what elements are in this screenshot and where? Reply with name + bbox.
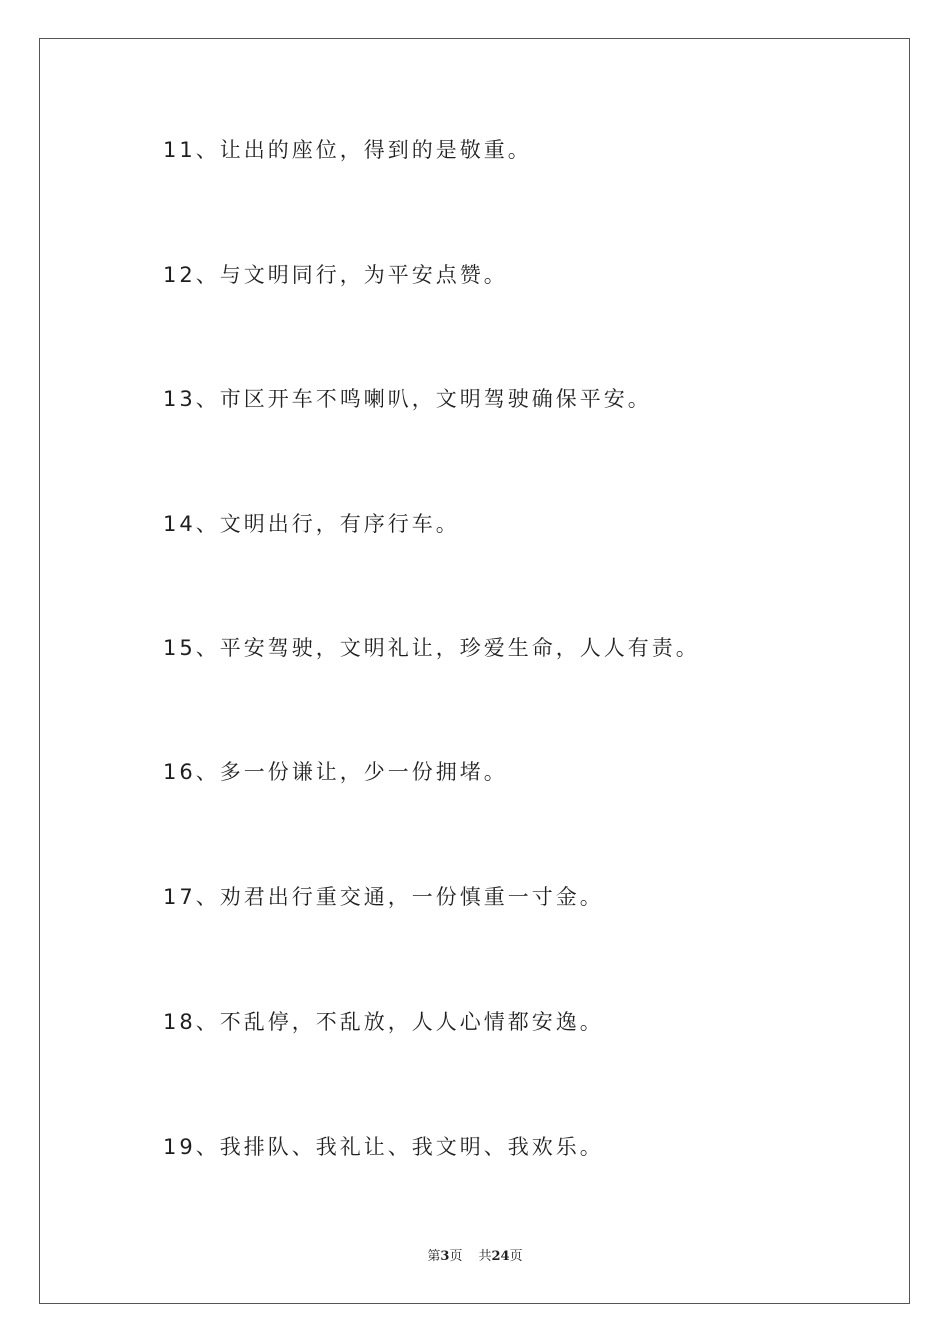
slogan-line-16: 16、多一份谦让，少一份拥堵。 — [163, 760, 508, 784]
page-border — [39, 38, 910, 1304]
slogan-line-15: 15、平安驾驶，文明礼让，珍爱生命，人人有责。 — [163, 636, 700, 660]
total-page-number: 24 — [491, 1249, 510, 1264]
slogan-line-17: 17、劝君出行重交通，一份慎重一寸金。 — [163, 885, 604, 909]
slogan-line-19: 19、我排队、我礼让、我文明、我欢乐。 — [163, 1135, 604, 1159]
slogan-line-11: 11、让出的座位，得到的是敬重。 — [163, 138, 532, 162]
slogan-line-14: 14、文明出行，有序行车。 — [163, 512, 460, 536]
slogan-line-18: 18、不乱停，不乱放，人人心情都安逸。 — [163, 1010, 604, 1034]
page-footer — [0, 1248, 950, 1266]
total-suffix: 页 — [509, 1249, 523, 1264]
page-prefix: 第 — [427, 1249, 441, 1264]
slogan-line-12: 12、与文明同行，为平安点赞。 — [163, 263, 508, 287]
total-prefix: 共 — [478, 1249, 492, 1264]
page-suffix: 页 — [449, 1249, 463, 1264]
slogan-line-13: 13、市区开车不鸣喇叭，文明驾驶确保平安。 — [163, 387, 652, 411]
current-page-number: 3 — [440, 1249, 450, 1264]
